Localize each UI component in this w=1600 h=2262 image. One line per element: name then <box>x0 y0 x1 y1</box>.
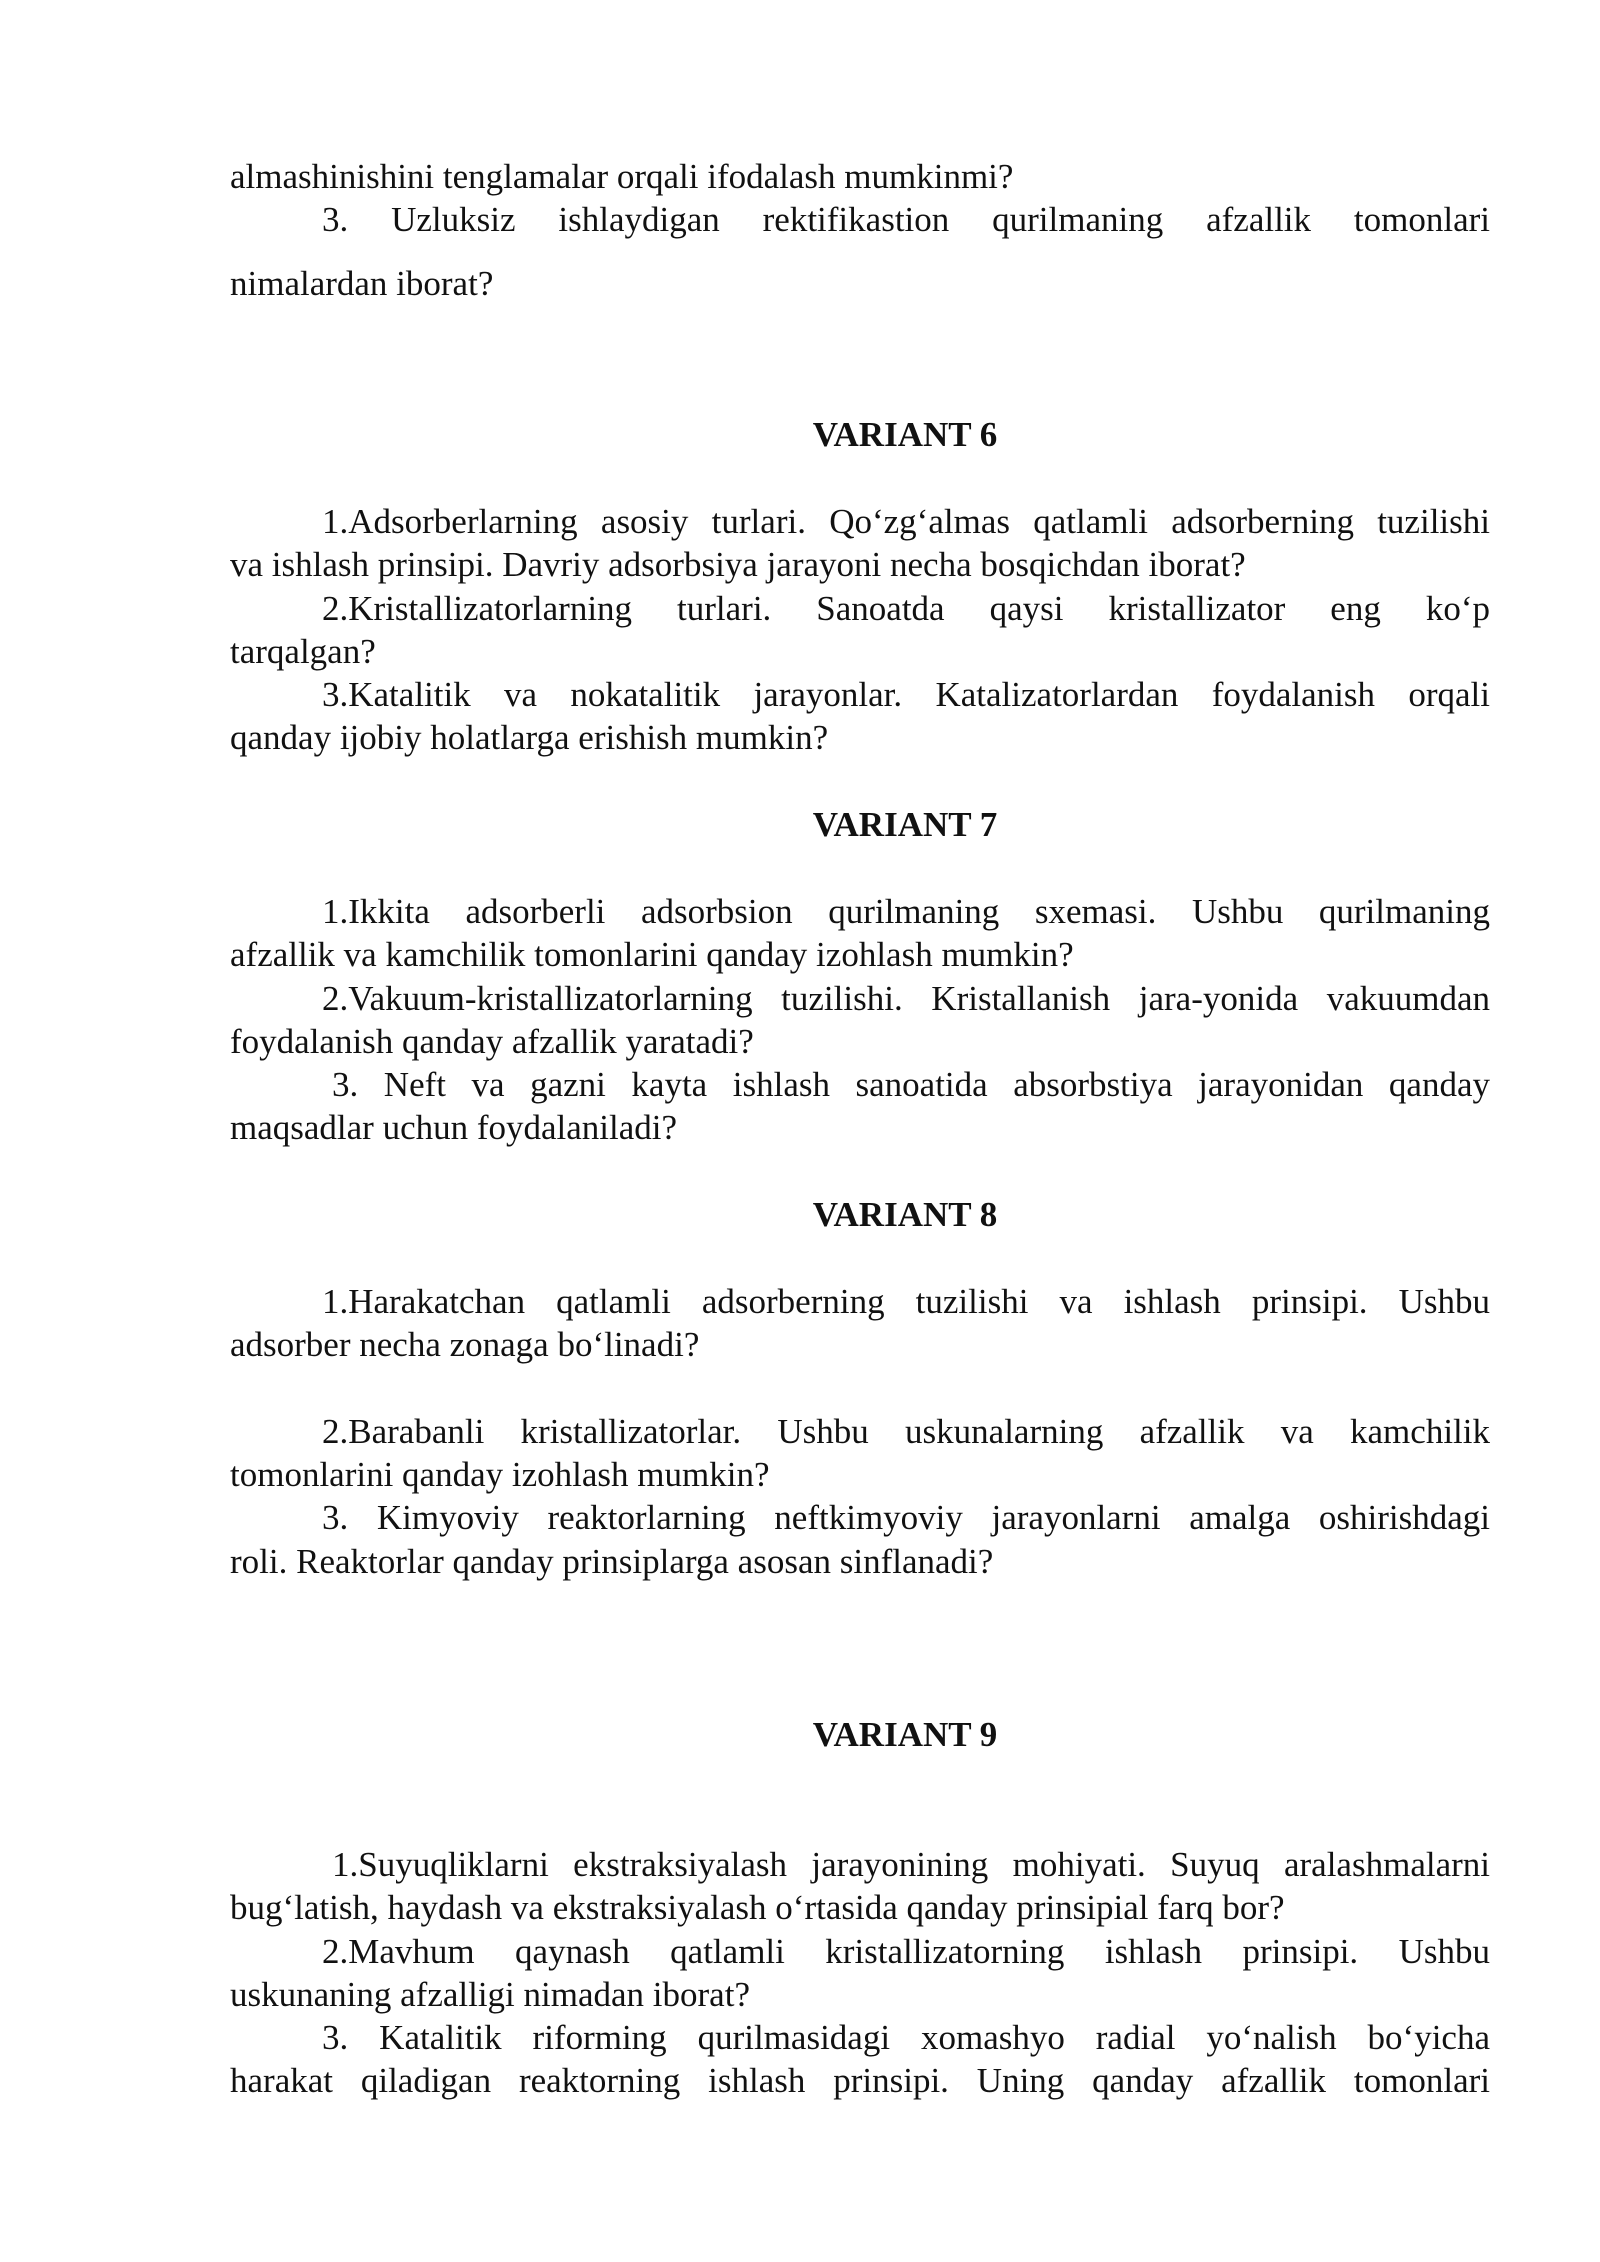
v6-question-3-line-2: qanday ijobiy holatlarga erishish mumkin? <box>230 718 829 757</box>
v6-question-2-line-1: 2.Kristallizatorlarning turlari. Sanoatda qaysi kristallizator eng ko‘p <box>322 589 1490 628</box>
v9-question-1-line-1: 1.Suyuqliklarni ekstraksiyalash jarayonining mohiyati. Suyuq aralashmalarni <box>332 1845 1490 1884</box>
v8-question-3-line-2: roli. Reaktorlar qanday prinsiplarga asosan sinflanadi? <box>230 1542 994 1581</box>
intro-line-1: almashinishini tenglamalar orqali ifodalash mumkinmi? <box>230 157 1014 196</box>
v8-question-2-line-2: tomonlarini qanday izohlash mumkin? <box>230 1455 770 1494</box>
variant-9-heading: VARIANT 9 <box>812 1715 998 1754</box>
v8-question-3-line-1: 3. Kimyoviy reaktorlarning neftkimyoviy jarayonlarni amalga oshirishdagi <box>322 1498 1490 1537</box>
variant-8-heading: VARIANT 8 <box>812 1195 998 1234</box>
v9-question-2-line-1: 2.Mavhum qaynash qatlamli kristallizatorning ishlash prinsipi. Ushbu <box>322 1932 1490 1971</box>
v7-question-3-line-1: 3. Neft va gazni kayta ishlash sanoatida absorbstiya jarayonidan qanday <box>332 1065 1490 1104</box>
v7-question-1-line-2: afzallik va kamchilik tomonlarini qanday izohlash mumkin? <box>230 935 1074 974</box>
intro-question-3-line-1: 3. Uzluksiz ishlaydigan rektifikastion qurilmaning afzallik tomonlari <box>322 200 1490 239</box>
v7-question-3-line-2: maqsadlar uchun foydalaniladi? <box>230 1108 678 1147</box>
v9-question-1-line-2: bug‘latish, haydash va ekstraksiyalash o‘rtasida qanday prinsipial farq bor? <box>230 1888 1285 1927</box>
v6-question-1-line-2: va ishlash prinsipi. Davriy adsorbsiya jarayoni necha bosqichdan iborat? <box>230 545 1246 584</box>
v6-question-3-line-1: 3.Katalitik va nokatalitik jarayonlar. Katalizatorlardan foydalanish orqali <box>322 675 1490 714</box>
v6-question-1-line-1: 1.Adsorberlarning asosiy turlari. Qo‘zg‘almas qatlamli adsorberning tuzilishi <box>322 502 1490 541</box>
v8-question-1-line-1: 1.Harakatchan qatlamli adsorberning tuzilishi va ishlash prinsipi. Ushbu <box>322 1282 1490 1321</box>
v6-question-2-line-2: tarqalgan? <box>230 632 376 671</box>
v9-question-2-line-2: uskunaning afzalligi nimadan iborat? <box>230 1975 750 2014</box>
v9-question-3-line-1: 3. Katalitik riforming qurilmasidagi xomashyo radial yo‘nalish bo‘yicha <box>322 2018 1490 2057</box>
variant-6-heading: VARIANT 6 <box>812 415 998 454</box>
v8-question-1-line-2: adsorber necha zonaga bo‘linadi? <box>230 1325 700 1364</box>
v9-question-3-line-2: harakat qiladigan reaktorning ishlash prinsipi. Uning qanday afzallik tomonlari <box>230 2061 1490 2100</box>
v7-question-1-line-1: 1.Ikkita adsorberli adsorbsion qurilmaning sxemasi. Ushbu qurilmaning <box>322 892 1490 931</box>
variant-7-heading: VARIANT 7 <box>812 805 998 844</box>
intro-question-3-line-2: nimalardan iborat? <box>230 264 494 303</box>
v7-question-2-line-2: foydalanish qanday afzallik yaratadi? <box>230 1022 754 1061</box>
v7-question-2-line-1: 2.Vakuum-kristallizatorlarning tuzilishi. Kristallanish jara-yonida vakuumdan <box>322 979 1490 1018</box>
v8-question-2-line-1: 2.Barabanli kristallizatorlar. Ushbu uskunalarning afzallik va kamchilik <box>322 1412 1490 1451</box>
